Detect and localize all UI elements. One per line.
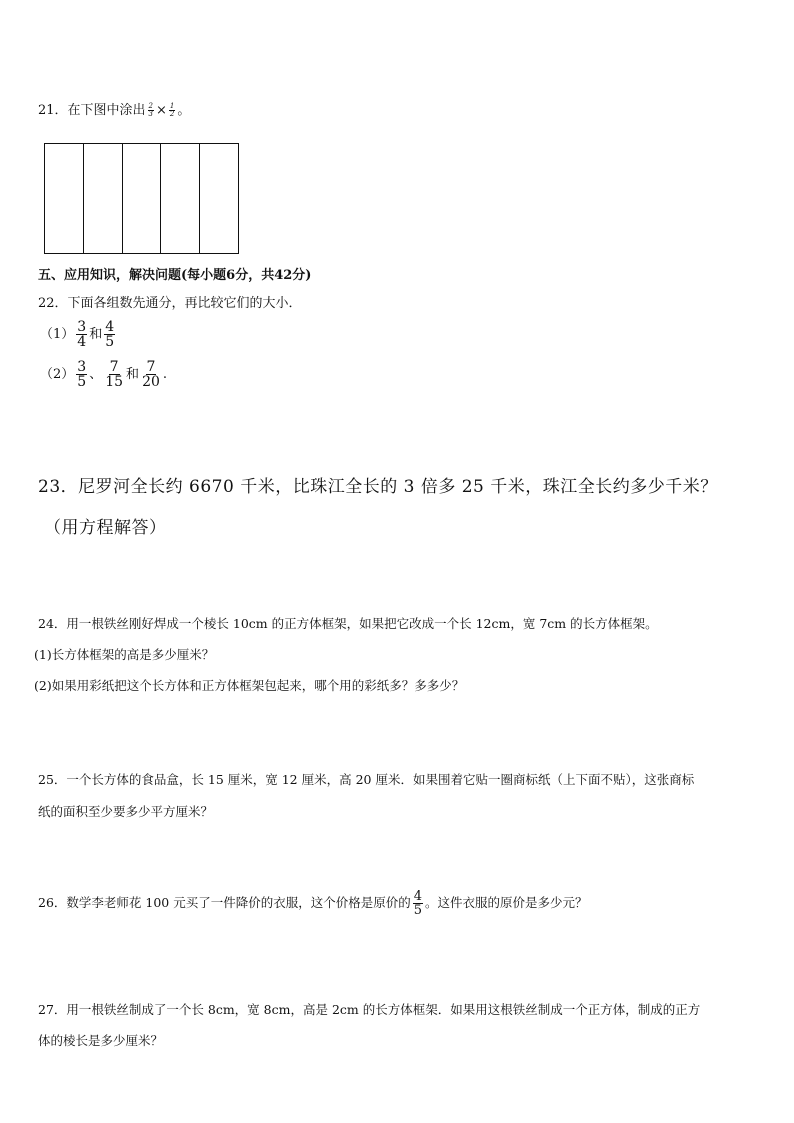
q26-prefix: 26．数学李老师花 100 元买了一件降价的衣服，这个价格是原价的 [38, 895, 411, 910]
period: . [162, 367, 168, 382]
fraction-numerator: 7 [109, 359, 119, 375]
fraction-denominator: 5 [413, 903, 422, 918]
connector: 和 [89, 327, 103, 342]
part-label: （2） [40, 367, 75, 382]
grid-cell [123, 144, 162, 253]
separator: 、 [89, 367, 103, 382]
fraction-denominator: 5 [77, 374, 87, 390]
fraction-denominator: 20 [142, 374, 160, 390]
question-23-note: （用方程解答） [44, 518, 167, 538]
fraction-denominator: 3 [148, 110, 154, 118]
question-26 [38, 890, 588, 917]
fraction-numerator: 7 [146, 359, 156, 375]
fraction-denominator: 2 [169, 110, 175, 118]
fraction-numerator: 3 [77, 319, 87, 335]
question-23: 23．尼罗河全长约 6670 千米，比珠江全长的 3 倍多 25 千米，珠江全长约多少千米？ [38, 477, 718, 497]
fraction-numerator: 1 [169, 102, 175, 110]
question-24: 24．用一根铁丝刚好焊成一个棱长 10cm 的正方体框架，如果把它改成一个长 12cm，宽 7cm 的长方体框架。 [38, 616, 658, 631]
fraction [104, 360, 124, 389]
q26-suffix: 。这件衣服的原价是多少元？ [425, 895, 588, 910]
fraction-numerator: 4 [105, 319, 115, 335]
q21-fraction-1 [148, 103, 154, 118]
q22-part-2 [40, 360, 167, 389]
fraction [76, 320, 87, 349]
fraction-denominator: 5 [105, 334, 115, 350]
question-27: 27．用一根铁丝制成了一个长 8cm，宽 8cm，高是 2cm 的长方体框架．如果用这根铁丝制成一个正方体，制成的正方 [38, 1002, 701, 1017]
fraction-numerator: 3 [77, 359, 87, 375]
fraction [141, 360, 161, 389]
fraction-numerator: 2 [148, 102, 154, 110]
fraction [413, 890, 423, 917]
section-heading: 五、应用知识，解决问题(每小题6分，共42分) [38, 268, 312, 283]
connector: 和 [126, 367, 140, 382]
question-25: 25．一个长方体的食品盒，长 15 厘米，宽 12 厘米，高 20 厘米．如果围着它贴一圈商标纸（上下面不贴），这张商标 [38, 772, 695, 787]
fraction-denominator: 15 [105, 374, 124, 390]
grid-cell [200, 144, 238, 253]
question-25-cont: 纸的面积至少要多少平方厘米？ [38, 804, 214, 819]
fraction-denominator: 4 [77, 334, 87, 350]
part-label: （1） [40, 327, 75, 342]
fraction [104, 320, 115, 349]
question-21 [38, 99, 190, 118]
question-24-part-2: (2)如果用彩纸把这个长方体和正方体框架包起来，哪个用的彩纸多？多多少？ [34, 678, 465, 693]
grid-cell [45, 144, 84, 253]
q21-prefix: 21．在下图中涂出 [38, 103, 146, 118]
q22-part-1 [40, 320, 117, 349]
shading-grid [44, 143, 239, 254]
q21-suffix: 。 [177, 103, 191, 118]
fraction [76, 360, 87, 389]
question-22: 22．下面各组数先通分，再比较它们的大小． [38, 296, 302, 311]
grid-cell [161, 144, 200, 253]
fraction-numerator: 4 [413, 889, 422, 904]
times-sign: × [156, 103, 167, 118]
grid-cell [84, 144, 123, 253]
question-24-part-1: (1)长方体框架的高是多少厘米？ [34, 647, 215, 662]
question-27-cont: 体的棱长是多少厘米？ [38, 1033, 164, 1048]
q21-fraction-2 [169, 103, 175, 118]
